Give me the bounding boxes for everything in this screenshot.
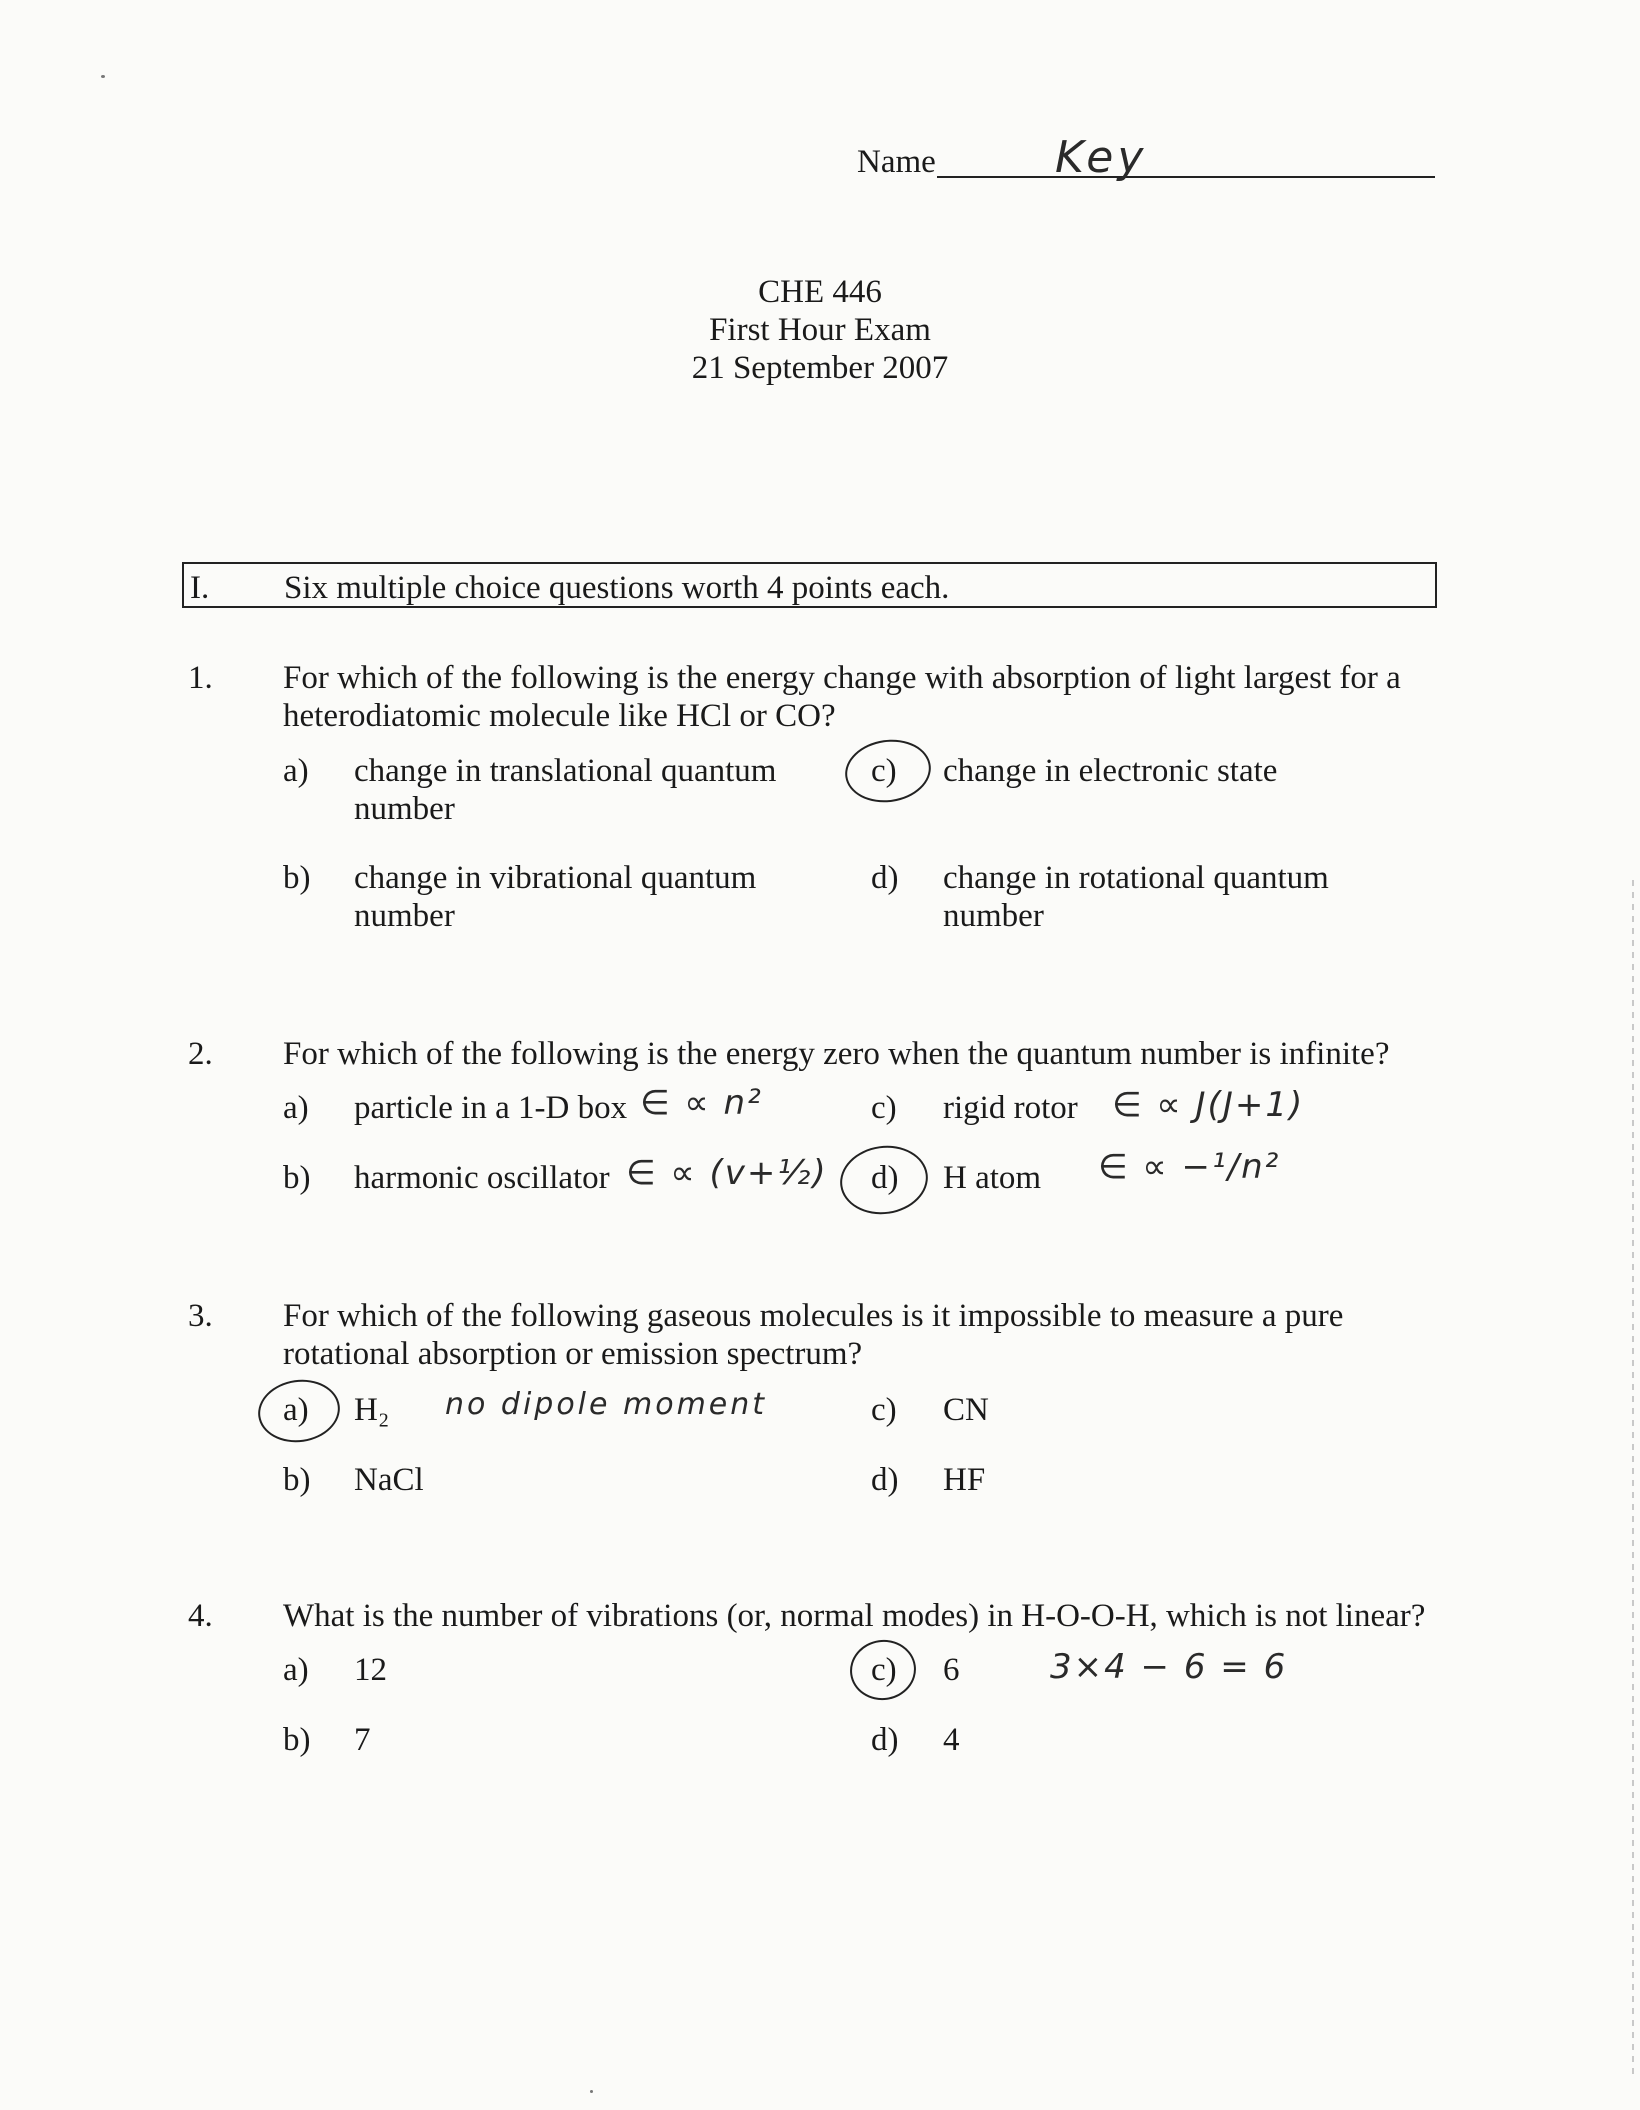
option-text-b-line2: number: [354, 898, 455, 934]
option-letter-c: c): [871, 1392, 897, 1428]
option-text-a-line1: change in translational quantum: [354, 753, 777, 789]
scan-speck: [590, 2090, 593, 2093]
option-text-d: HF: [943, 1462, 986, 1498]
handwritten-note-b: ∈ ∝ (v+½): [626, 1153, 828, 1193]
section-instruction: Six multiple choice questions worth 4 points each.: [284, 570, 950, 606]
option-text-c: 6: [943, 1652, 960, 1688]
option-letter-d: d): [871, 1160, 899, 1196]
option-text-b: harmonic oscillator: [354, 1160, 610, 1196]
handwritten-note-d: ∈ ∝ −¹/n²: [1098, 1147, 1281, 1187]
option-text-b-line1: change in vibrational quantum: [354, 860, 757, 896]
course-title: CHE 446: [758, 274, 882, 310]
option-letter-b: b): [283, 1722, 311, 1758]
option-letter-c: c): [871, 1652, 897, 1688]
section-box: [182, 562, 1437, 608]
option-letter-a: a): [283, 1090, 309, 1126]
option-text-d: 4: [943, 1722, 960, 1758]
option-letter-b: b): [283, 860, 311, 896]
name-underline: [937, 176, 1435, 178]
answer-circle-a: [254, 1375, 344, 1448]
question-text-line1: What is the number of vibrations (or, normal modes) in H-O-O-H, which is not linear?: [283, 1598, 1426, 1634]
option-letter-b: b): [283, 1160, 311, 1196]
question-number: 2.: [188, 1036, 213, 1072]
option-text-d-line2: number: [943, 898, 1044, 934]
handwritten-note-c: 3×4 − 6 = 6: [1050, 1647, 1288, 1687]
question-text-line1: For which of the following is the energy zero when the quantum number is infinite?: [283, 1036, 1390, 1072]
handwritten-note-a: ∈ ∝ n²: [640, 1083, 763, 1123]
question-number: 4.: [188, 1598, 213, 1634]
option-text-a: particle in a 1-D box: [354, 1090, 628, 1126]
option-letter-a: a): [283, 1652, 309, 1688]
handwritten-note-c: ∈ ∝ J(J+1): [1112, 1085, 1305, 1125]
question-text-line1: For which of the following is the energy change with absorption of light largest for a: [283, 660, 1401, 696]
question-text-line2: rotational absorption or emission spectrum?: [283, 1336, 863, 1372]
answer-circle-d: [836, 1140, 933, 1220]
option-letter-d: d): [871, 860, 899, 896]
question-number: 3.: [188, 1298, 213, 1334]
option-text-b: 7: [354, 1722, 371, 1758]
name-value-handwritten: Key: [1055, 132, 1148, 183]
option-text-a: 12: [354, 1652, 387, 1688]
exam-title: First Hour Exam: [709, 312, 931, 348]
exam-date: 21 September 2007: [691, 350, 949, 386]
section-number: I.: [190, 570, 210, 606]
option-text-d-line1: change in rotational quantum: [943, 860, 1329, 896]
scan-edge-artifact: [1632, 880, 1634, 2080]
name-label: Name: [857, 144, 936, 180]
option-text-c-line1: change in electronic state: [943, 753, 1278, 789]
question-text-line1: For which of the following gaseous molecules is it impossible to measure a pure: [283, 1298, 1344, 1334]
handwritten-note-a: no dipole moment: [445, 1387, 768, 1422]
option-letter-c: c): [871, 1090, 897, 1126]
option-text-d: H atom: [943, 1160, 1042, 1196]
option-text-c: rigid rotor: [943, 1090, 1078, 1126]
scan-speck: [101, 75, 105, 78]
question-number: 1.: [188, 660, 213, 696]
option-letter-a: a): [283, 753, 309, 789]
option-letter-a: a): [283, 1392, 309, 1428]
option-letter-d: d): [871, 1722, 899, 1758]
option-text-c: CN: [943, 1392, 989, 1428]
question-text-line2: heterodiatomic molecule like HCl or CO?: [283, 698, 836, 734]
option-text-b: NaCl: [354, 1462, 424, 1498]
option-letter-c: c): [871, 753, 897, 789]
option-letter-d: d): [871, 1462, 899, 1498]
answer-circle-c: [846, 1636, 920, 1705]
option-letter-b: b): [283, 1462, 311, 1498]
option-text-a-line2: number: [354, 791, 455, 827]
option-text-a: H₂: [354, 1392, 390, 1428]
answer-circle-c: [841, 734, 935, 807]
